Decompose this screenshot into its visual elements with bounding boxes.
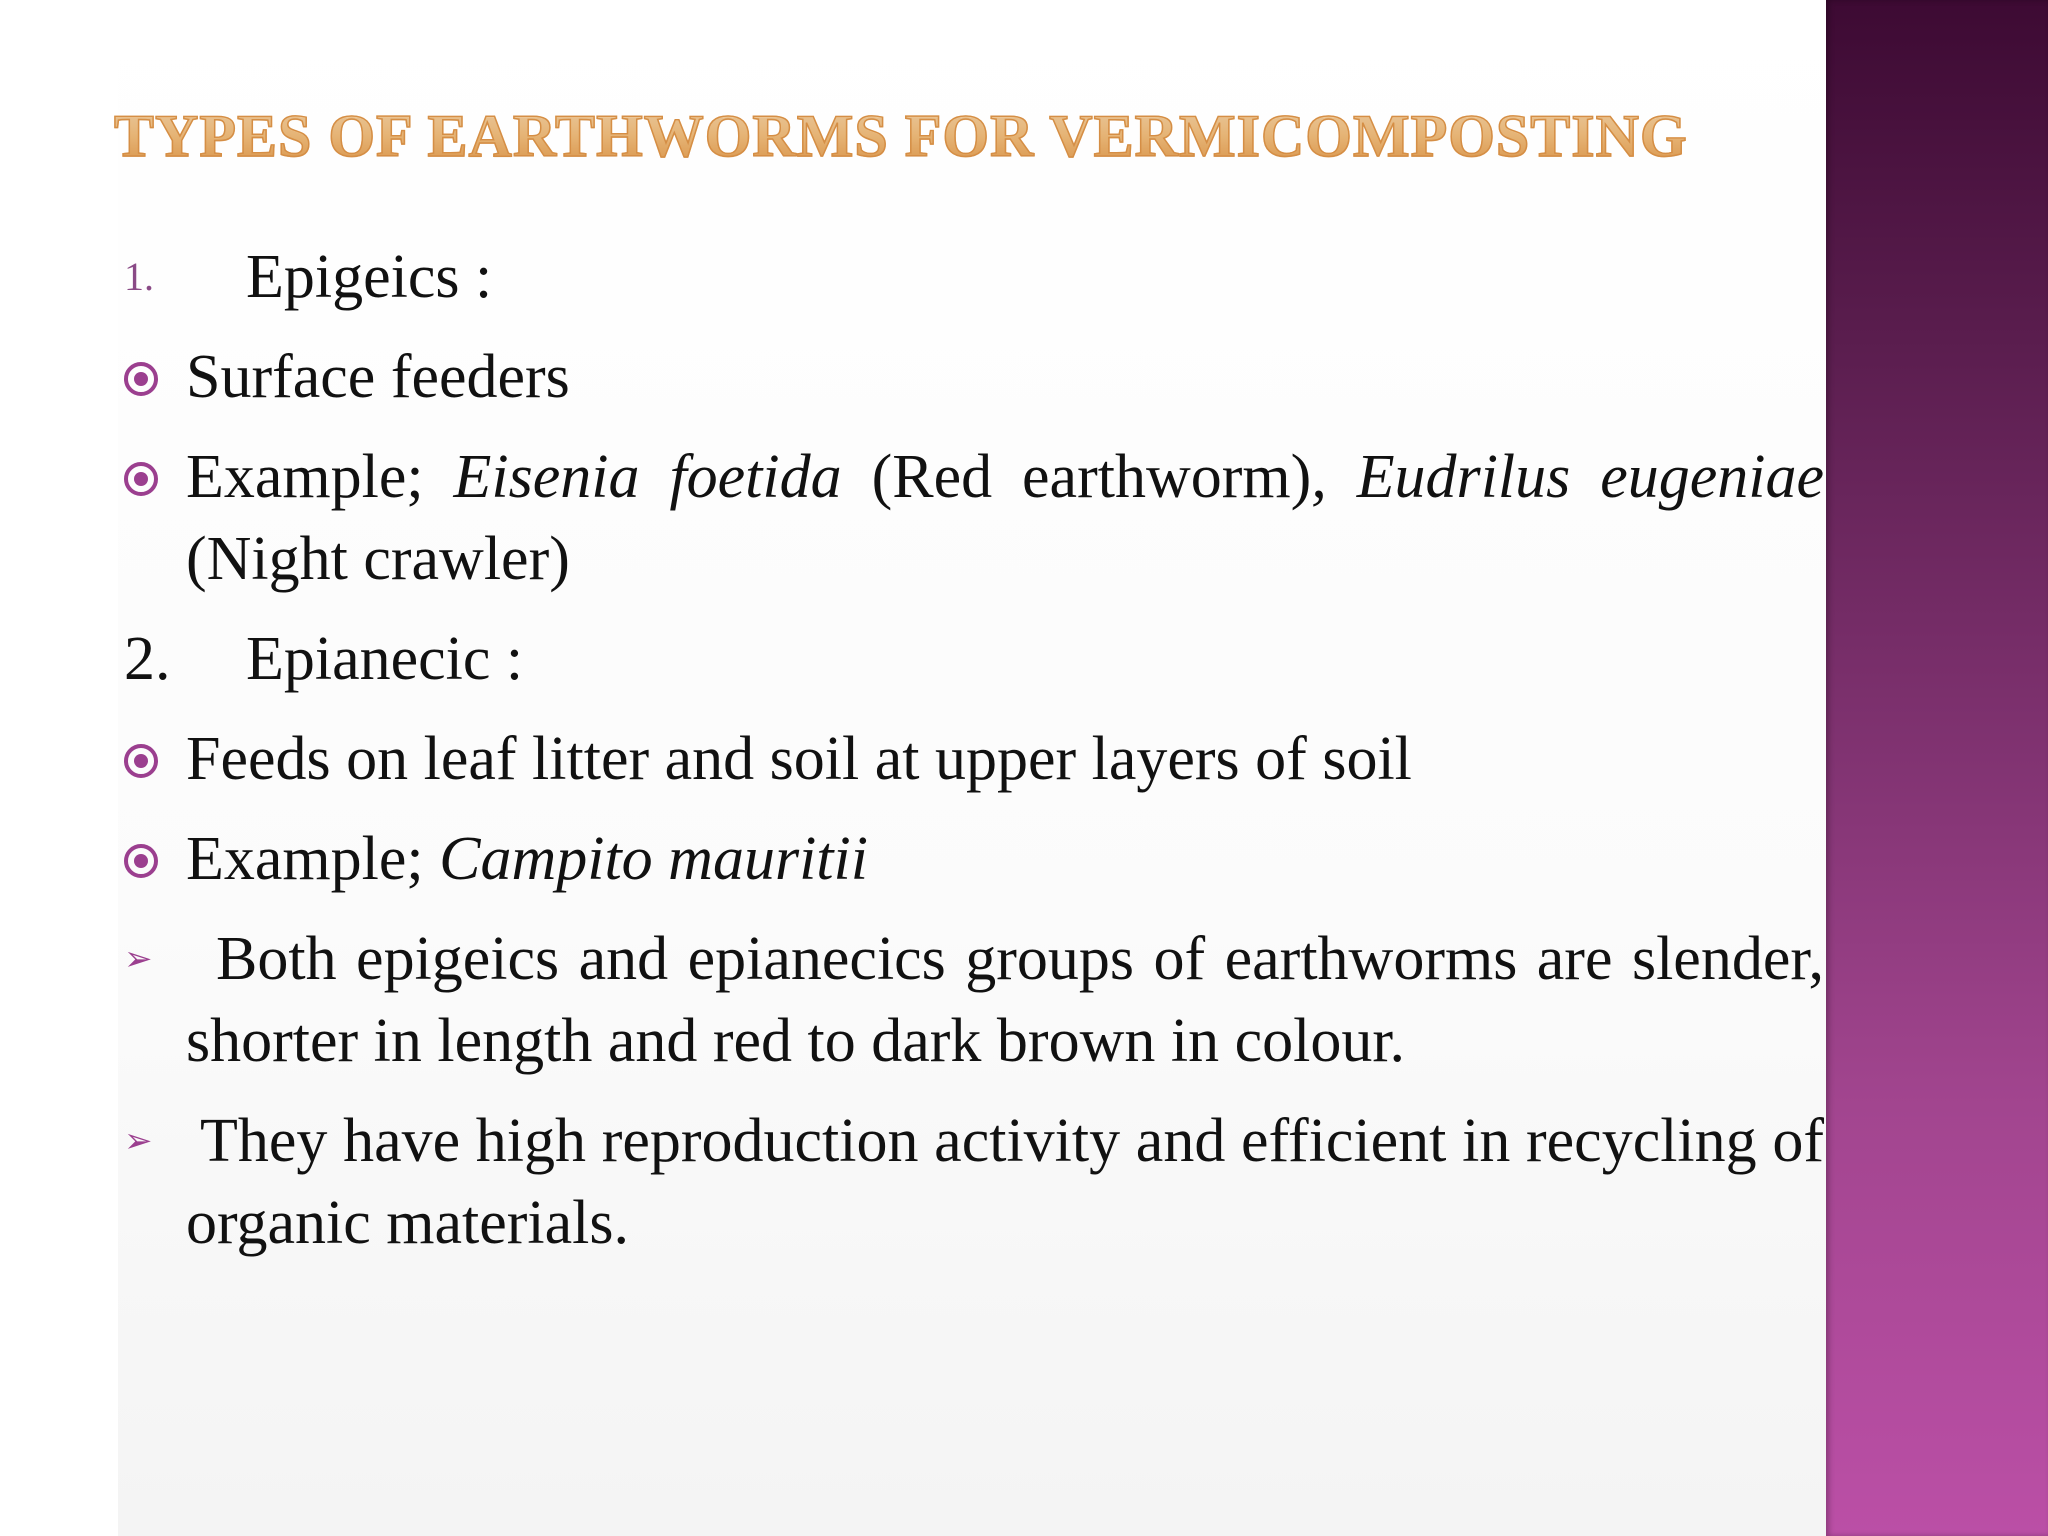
list-item-epigeics-heading bbox=[124, 236, 1824, 318]
item-text: Feeds on leaf litter and soil at upper layers of soil bbox=[186, 725, 1412, 793]
filled-circle-bullet-icon bbox=[124, 362, 158, 396]
decorative-side-band bbox=[1826, 0, 2048, 1536]
list-number-2: 2. bbox=[124, 625, 171, 693]
list-item-feeds-on-leaf-litter bbox=[124, 718, 1824, 800]
slide-body bbox=[124, 236, 1824, 1282]
filled-circle-bullet-icon bbox=[124, 744, 158, 778]
item-text: Example; Eisenia foetida (Red earthworm), Eudrilus eugeniae (Night crawler) bbox=[186, 443, 1824, 593]
arrowhead-bullet-icon: ➢ bbox=[124, 1121, 153, 1161]
arrowhead-bullet-icon: ➢ bbox=[124, 939, 153, 979]
species-name: Eisenia foetida bbox=[453, 443, 842, 511]
list-item-epigeics-example bbox=[124, 436, 1824, 600]
list-item-epianecic-heading bbox=[124, 618, 1824, 700]
item-text: Surface feeders bbox=[186, 343, 570, 411]
list-item-epianecic-example bbox=[124, 818, 1824, 900]
list-number-1: 1. bbox=[124, 254, 154, 299]
filled-circle-bullet-icon bbox=[124, 462, 158, 496]
left-margin bbox=[0, 0, 118, 1536]
slide-title: TYPES OF EARTHWORMS FOR VERMICOMPOSTING bbox=[114, 100, 1734, 192]
heading-text: Epianecic : bbox=[246, 625, 524, 693]
item-text: Example; Campito mauritii bbox=[186, 825, 868, 893]
heading-text: Epigeics : bbox=[246, 243, 493, 311]
item-text: They have high reproduction activity and efficient in recycling of organic materials. bbox=[186, 1107, 1824, 1257]
species-name: Eudrilus eugeniae bbox=[1356, 443, 1824, 511]
item-text: Both epigeics and epianecics groups of earthworms are slender, shorter in length and red to dark brown in colour. bbox=[186, 925, 1824, 1075]
filled-circle-bullet-icon bbox=[124, 844, 158, 878]
list-item-reproduction bbox=[124, 1100, 1824, 1264]
list-item-both-groups bbox=[124, 918, 1824, 1082]
list-item-surface-feeders bbox=[124, 336, 1824, 418]
species-name: Campito mauritii bbox=[439, 825, 868, 893]
